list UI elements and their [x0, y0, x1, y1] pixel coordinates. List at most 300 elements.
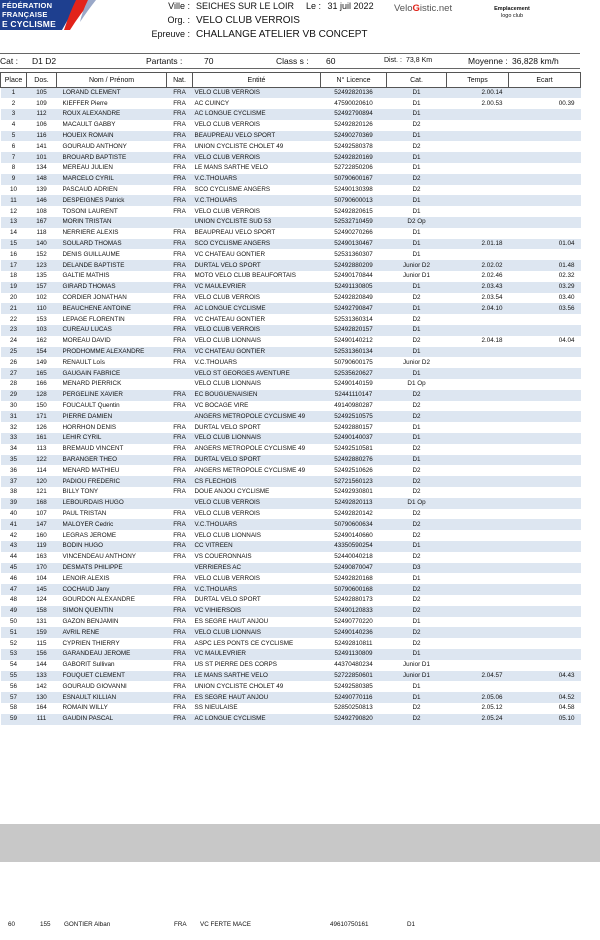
cell-temps	[447, 681, 509, 692]
cell-nom-prenom: NERRIERE ALEXIS	[62, 229, 119, 237]
cell-entite: UNION CYCLISTE SUD 53	[193, 217, 321, 228]
cell-dossard: 149	[36, 358, 47, 366]
cell-ecart	[509, 411, 581, 422]
table-row	[1, 163, 581, 174]
table-row	[1, 249, 581, 260]
cell-cat: D1	[412, 99, 421, 107]
cell-nom-prenom: CORDIER JONATHAN	[62, 294, 127, 302]
cell-entite: V.C.THOUARS	[193, 195, 321, 206]
cell-cat: D2	[412, 315, 421, 323]
cell-temps	[447, 476, 509, 487]
cell-ecart	[509, 120, 581, 131]
cell-nom-prenom: DENIS GUILLAUME	[62, 250, 120, 258]
table-row	[1, 336, 581, 347]
cell-nom-prenom: PRODHOMME ALEXANDRE	[57, 347, 167, 358]
table-row	[1, 541, 581, 552]
table-row	[1, 714, 581, 725]
cell-dossard: 121	[36, 488, 47, 496]
cell-place: 39	[1, 498, 27, 509]
cell-place: 34	[9, 445, 17, 453]
column-header-licence: N° Licence	[321, 73, 387, 88]
cell-nom-prenom: VINCENDEAU ANTHONY	[62, 553, 136, 561]
cell-entite: VELO CLUB LIONNAIS	[193, 433, 321, 444]
cell-place: 18	[9, 272, 17, 280]
cell-dossard: 170	[27, 563, 57, 574]
cell-dossard: 165	[27, 368, 57, 379]
cell-entite: ES SEGRE HAUT ANJOU	[193, 692, 321, 703]
brand-post: istic.net	[419, 3, 453, 14]
cell-licence: 52722850206	[334, 164, 373, 172]
cell-cat: D2	[387, 519, 447, 530]
column-header-place: Place	[1, 73, 27, 88]
cell-licence: 52492510581	[334, 445, 373, 453]
cell-ecart	[509, 498, 581, 509]
cell-nom-prenom: MACAULT GABBY	[62, 121, 116, 129]
table-row	[1, 703, 581, 714]
cell-licence: 52492510626	[334, 466, 373, 474]
cell-nat: FRA	[167, 325, 193, 336]
cell-ecart	[509, 217, 581, 228]
cell-licence: 52492880209	[321, 260, 387, 271]
cell-nat	[167, 379, 193, 390]
cell-nat: FRA	[167, 303, 193, 314]
table-row	[1, 141, 581, 152]
cell-place: 2	[11, 99, 16, 107]
cell-temps: 2.04.57	[447, 671, 509, 682]
table-row	[1, 368, 581, 379]
cell-ecart	[509, 541, 581, 552]
table-row	[1, 120, 581, 131]
cell-nat: FRA	[167, 671, 193, 682]
cell-entite: VC MAULEVRIER	[193, 282, 321, 293]
cell-cat: D1	[387, 282, 447, 293]
cell-cat: D2	[387, 606, 447, 617]
cell-place: 46	[9, 574, 17, 582]
cell-nat: FRA	[167, 131, 193, 142]
cell-temps	[447, 638, 509, 649]
cell-temps	[447, 455, 509, 466]
cell-dossard: 141	[36, 142, 47, 150]
cell-temps: 2.00.14	[447, 88, 509, 99]
cell-licence: 52531360134	[321, 347, 387, 358]
cell-nat: FRA	[173, 402, 186, 409]
cell-dossard: 111	[27, 714, 57, 725]
cell-entite: VC VIHIERSOIS	[193, 606, 321, 617]
cell-licence: 52491130809	[321, 649, 387, 660]
cell-ecart: 01.48	[509, 260, 581, 271]
cell-dossard: 123	[27, 260, 57, 271]
cell-temps	[447, 109, 509, 120]
table-row	[1, 228, 581, 239]
cell-dossard: 171	[27, 411, 57, 422]
cell-entite: VELO CLUB LIONNAIS	[193, 627, 321, 638]
sponsor-line-2: logo club	[500, 13, 524, 19]
cell-cat: Junior D2	[403, 358, 430, 366]
cell-temps	[447, 325, 509, 336]
cell-cat: D2	[387, 476, 447, 487]
cell-temps	[447, 465, 509, 476]
cell-cat: D1	[387, 239, 447, 250]
cell-dossard: 160	[36, 531, 47, 539]
results-body	[1, 88, 581, 725]
cell-licence: 52441110147	[321, 390, 387, 401]
cell-cat: D1	[387, 109, 447, 120]
race-info-bar	[0, 53, 580, 69]
cell-place: 35	[1, 455, 27, 466]
cell-entite: DOUE ANJOU CYCLISME	[194, 488, 270, 496]
cell-licence: 52492820157	[321, 325, 387, 336]
cell-entite: BEAUPREAU VELO SPORT	[193, 131, 321, 142]
cell-dossard: 116	[27, 131, 57, 142]
cell-place: 38	[9, 488, 17, 496]
table-row	[1, 314, 581, 325]
cell-temps: 2.05.24	[447, 714, 509, 725]
cell-cat: D1	[412, 574, 421, 582]
cell-temps	[447, 347, 509, 358]
date-label: Le :	[306, 1, 322, 11]
cell-place: 42	[9, 531, 17, 539]
cell-dossard: 119	[27, 541, 57, 552]
cell-nom-prenom: GOURAUD ANTHONY	[62, 142, 127, 150]
cell-cat: D1	[387, 325, 447, 336]
logo-swoosh-icon	[62, 0, 110, 30]
cell-temps	[447, 552, 509, 563]
cell-nat: FRA	[167, 390, 193, 401]
table-row	[1, 552, 581, 563]
cell-dossard: 167	[27, 217, 57, 228]
cell-ecart	[509, 649, 581, 660]
cell-dossard: 135	[36, 272, 47, 280]
cell-temps	[447, 249, 509, 260]
cell-nom-prenom: PASCAUD ADRIEN	[62, 186, 118, 194]
table-row	[1, 509, 581, 520]
table-row	[1, 433, 581, 444]
cell-ecart: 04.58	[558, 704, 575, 712]
cell-ecart	[509, 433, 581, 444]
cell-place: 25	[1, 347, 27, 358]
cell-nat: FRA	[173, 358, 186, 366]
cell-cat: D2	[387, 174, 447, 185]
table-row	[1, 498, 581, 509]
cell-nom-prenom: LORAND CLEMENT	[57, 88, 167, 99]
cell-nat: FRA	[173, 229, 186, 237]
cell-ecart	[509, 509, 581, 520]
logo-line-1: FÉDÉRATION	[2, 1, 53, 10]
cell-dossard: 162	[36, 337, 47, 345]
cell-temps	[447, 163, 509, 174]
cell-nom-prenom: BREMAUD VINCENT	[62, 445, 124, 453]
cell-temps: 2.04.10	[447, 303, 509, 314]
cell-cat: Junior D1	[403, 272, 430, 280]
cell-temps	[447, 141, 509, 152]
cell-dossard: 126	[36, 423, 47, 431]
cell-licence: 52490140037	[321, 433, 387, 444]
cell-licence: 52492820169	[321, 152, 387, 163]
cell-licence: 52721560123	[321, 476, 387, 487]
table-row	[1, 282, 581, 293]
brand-g: G	[412, 3, 420, 14]
cell-entite: SCO CYCLISME ANGERS	[194, 186, 271, 194]
cell-licence: 52490140660	[334, 531, 373, 539]
cell-ecart	[509, 141, 581, 152]
cell-nom-prenom: MALOYER Cedric	[57, 519, 167, 530]
cell-nat: FRA	[173, 423, 186, 431]
cell-nom-prenom: GARANDEAU JEROME	[57, 649, 167, 660]
cell-nom-prenom: DESMATS PHILIPPE	[57, 563, 167, 574]
cell-entite: LE MANS SARTHE VELO	[194, 164, 268, 172]
cell-ecart: 04.43	[509, 671, 581, 682]
cell-temps	[447, 487, 509, 498]
cell-entite: UNION CYCLISTE CHOLET 49	[194, 682, 284, 690]
cell-ecart: 05.10	[509, 714, 581, 725]
cell-place: 58	[9, 704, 17, 712]
cell-dossard: 131	[36, 617, 47, 625]
cell-licence: 52492880157	[334, 423, 373, 431]
table-row	[1, 293, 581, 304]
cell-place: 41	[1, 519, 27, 530]
cell-place: 9	[1, 174, 27, 185]
cell-entite: VELO ST GEORGES AVENTURE	[193, 368, 321, 379]
cell-place: 29	[1, 390, 27, 401]
cell-licence: 49140980287	[334, 402, 373, 409]
cell-place: 56	[9, 682, 17, 690]
cell-ecart	[509, 465, 581, 476]
table-row	[1, 239, 581, 250]
cell-place: 32	[9, 423, 17, 431]
cell-nom-prenom: GALTIE MATHIS	[62, 272, 110, 280]
cell-licence: 52491130805	[321, 282, 387, 293]
cat-value: D1 D2	[32, 56, 57, 66]
cell-nat: FRA	[167, 627, 193, 638]
cell-ecart	[509, 563, 581, 574]
cell-entite: AC CUINCY	[194, 99, 230, 107]
table-row	[1, 325, 581, 336]
cell-ecart	[509, 627, 581, 638]
cell-nat: FRA	[173, 445, 186, 453]
cell-nat: FRA	[167, 109, 193, 120]
cell-nom-prenom: LEBOURDAIS HUGO	[57, 498, 167, 509]
cell-nat: FRA	[167, 433, 193, 444]
cell-entite: AC LONGUE CYCLISME	[193, 109, 321, 120]
cell-nat: FRA	[173, 553, 186, 561]
cell-entite: AC LONGUE CYCLISME	[193, 303, 321, 314]
cell-nat: FRA	[167, 152, 193, 163]
cell-cat: D1	[412, 250, 421, 258]
cell-dossard: 147	[27, 519, 57, 530]
cell-entite: VELO CLUB LIONNAIS	[194, 337, 261, 345]
cell-temps	[447, 444, 509, 455]
table-row	[1, 422, 581, 433]
cell-nat: FRA	[167, 88, 193, 99]
table-row	[1, 195, 581, 206]
cell-entite: VERRIERES AC	[193, 563, 321, 574]
cell-ecart: 03.56	[509, 303, 581, 314]
brand-pre: Velo	[394, 3, 413, 14]
cell-temps	[447, 228, 509, 239]
cell-place: 1	[1, 88, 27, 99]
cell-nom-prenom: LEPAGE FLORENTIN	[62, 315, 125, 323]
table-row	[1, 260, 581, 271]
cell-nom-prenom: GAUGAIN FABRICE	[57, 368, 167, 379]
cell-nat: FRA	[167, 347, 193, 358]
cell-ecart	[509, 88, 581, 99]
cell-cat: D1	[387, 347, 447, 358]
cell-ecart	[509, 163, 581, 174]
cell-dossard: 134	[36, 164, 47, 172]
cell-entite: SCO CYCLISME ANGERS	[193, 239, 321, 250]
cell-nat: FRA	[173, 574, 186, 582]
cell-temps: 2.05.06	[447, 692, 509, 703]
cell-cat: D1 Op	[387, 498, 447, 509]
cell-dossard: 156	[27, 649, 57, 660]
cell-ecart: 03.40	[558, 294, 575, 302]
cell-ecart: 02.32	[558, 272, 575, 280]
cell-temps	[447, 498, 509, 509]
cell-nom-prenom: GABORIT Sullivan	[62, 661, 115, 669]
logo-line-2: FRANÇAISE	[2, 10, 48, 19]
cell-entite: VC FERTE MACE	[200, 921, 251, 928]
cell-place: 10	[9, 186, 17, 194]
cell-entite: VELO CLUB VERROIS	[194, 121, 260, 129]
cell-nom-prenom: GOURDON ALEXANDRE	[62, 596, 135, 604]
cell-cat: Junior D1	[403, 661, 430, 669]
table-row	[1, 109, 581, 120]
cell-place: 21	[1, 303, 27, 314]
header-org	[150, 15, 300, 26]
cell-cat: D1	[412, 423, 421, 431]
cell-place: 36	[9, 466, 17, 474]
cell-licence: 52490270266	[334, 229, 373, 237]
cell-entite: VC MAULEVRIER	[193, 649, 321, 660]
cell-dossard: 163	[36, 553, 47, 561]
header-date	[306, 1, 374, 11]
cell-cat: D2	[412, 596, 421, 604]
cell-licence: 50790600167	[321, 174, 387, 185]
cell-place: 6	[11, 142, 16, 150]
partants-value: 70	[204, 56, 214, 66]
cell-ecart	[509, 174, 581, 185]
cell-cat: D2	[412, 186, 421, 194]
table-row	[1, 671, 581, 682]
cell-temps	[447, 357, 509, 368]
cell-nat: FRA	[167, 476, 193, 487]
cell-entite: VELO CLUB VERROIS	[194, 294, 260, 302]
cell-entite: LE MANS SARTHE VELO	[193, 671, 321, 682]
cell-temps	[447, 368, 509, 379]
cell-dossard: 110	[27, 303, 57, 314]
cell-temps	[447, 390, 509, 401]
cell-entite: VELO CLUB VERROIS	[194, 574, 260, 582]
cell-nat	[167, 368, 193, 379]
cell-entite: VS COUERONNAIS	[194, 553, 252, 561]
cell-nat: FRA	[173, 617, 186, 625]
table-row	[1, 444, 581, 455]
cell-cat: Junior D1	[387, 671, 447, 682]
cell-entite: DURTAL VELO SPORT	[194, 423, 261, 431]
cell-licence: 52492820136	[321, 88, 387, 99]
column-header-temps: Temps	[447, 73, 509, 88]
cell-cat: D2	[412, 142, 421, 150]
cell-licence: 52492820615	[334, 207, 373, 215]
cell-place: 28	[9, 380, 17, 388]
table-row	[1, 411, 581, 422]
cell-place: 26	[9, 358, 17, 366]
cell-nom-prenom: HORRHON DENIS	[62, 423, 117, 431]
cell-nat: FRA	[167, 649, 193, 660]
cell-place: 16	[9, 250, 17, 258]
cell-nom-prenom: PIERRE DAMIEN	[57, 411, 167, 422]
table-row	[1, 692, 581, 703]
cell-place: 20	[9, 294, 17, 302]
cell-nom-prenom: COCHAUD Jany	[57, 584, 167, 595]
cell-dossard: 122	[27, 455, 57, 466]
column-header-dossard: Dos.	[27, 73, 57, 88]
cell-ecart	[509, 584, 581, 595]
cell-nom-prenom: PAUL TRISTAN	[62, 509, 107, 517]
cell-place: 19	[1, 282, 27, 293]
cell-entite: VC CHATEAU GONTIER	[194, 315, 266, 323]
header-ville	[150, 1, 294, 11]
cell-nat: FRA	[173, 121, 186, 129]
cell-place: 49	[1, 606, 27, 617]
cell-temps	[447, 120, 509, 131]
cell-nom-prenom: RENAULT Loïs	[62, 358, 105, 366]
cell-nat	[167, 411, 193, 422]
cell-cat: D2	[387, 411, 447, 422]
cell-dossard: 157	[27, 282, 57, 293]
cell-nat: FRA	[173, 250, 186, 258]
cell-nat: FRA	[167, 455, 193, 466]
cell-dossard: 152	[36, 250, 47, 258]
cell-ecart	[509, 152, 581, 163]
column-header-ecart: Ecart	[509, 73, 581, 88]
cell-dossard: 148	[27, 174, 57, 185]
cell-nom-prenom: LEHIR CYRIL	[57, 433, 167, 444]
cell-place: 37	[1, 476, 27, 487]
cell-nat: FRA	[173, 272, 186, 280]
cell-nom-prenom: SIMON QUENTIN	[57, 606, 167, 617]
cell-dossard: 161	[27, 433, 57, 444]
cell-dossard: 118	[36, 229, 47, 237]
cell-place: 12	[9, 207, 17, 215]
table-row	[1, 606, 581, 617]
cell-ecart	[509, 314, 581, 325]
cell-ecart	[509, 444, 581, 455]
cell-nat: FRA	[173, 99, 186, 107]
cell-place: 11	[1, 195, 27, 206]
cell-entite: MOTO VELO CLUB BEAUFORTAIS	[194, 272, 296, 280]
cell-licence: 52492810811	[334, 639, 373, 647]
cell-nom-prenom: SOULARD THOMAS	[57, 239, 167, 250]
cell-dossard: 142	[36, 682, 47, 690]
cell-cat: D1	[387, 433, 447, 444]
cell-nat: FRA	[167, 606, 193, 617]
cell-nom-prenom: ROMAIN WILLY	[62, 704, 108, 712]
cell-dossard: 106	[36, 121, 47, 129]
cell-nom-prenom: LEGRAS JEROME	[62, 531, 117, 539]
cell-entite: VELO CLUB VERROIS	[193, 498, 321, 509]
cell-nom-prenom: DESPEIGNES Patrick	[57, 195, 167, 206]
ville-value: SEICHES SUR LE LOIR	[196, 1, 295, 11]
cell-cat: D2 Op	[387, 217, 447, 228]
cell-dossard: 113	[36, 445, 47, 453]
cell-nom-prenom: BILLY TONY	[62, 488, 99, 496]
table-row	[1, 660, 581, 671]
cell-licence: 52531360307	[334, 250, 373, 258]
cell-place: 43	[1, 541, 27, 552]
cell-nat: FRA	[167, 584, 193, 595]
cell-temps: 2.03.54	[481, 294, 503, 302]
